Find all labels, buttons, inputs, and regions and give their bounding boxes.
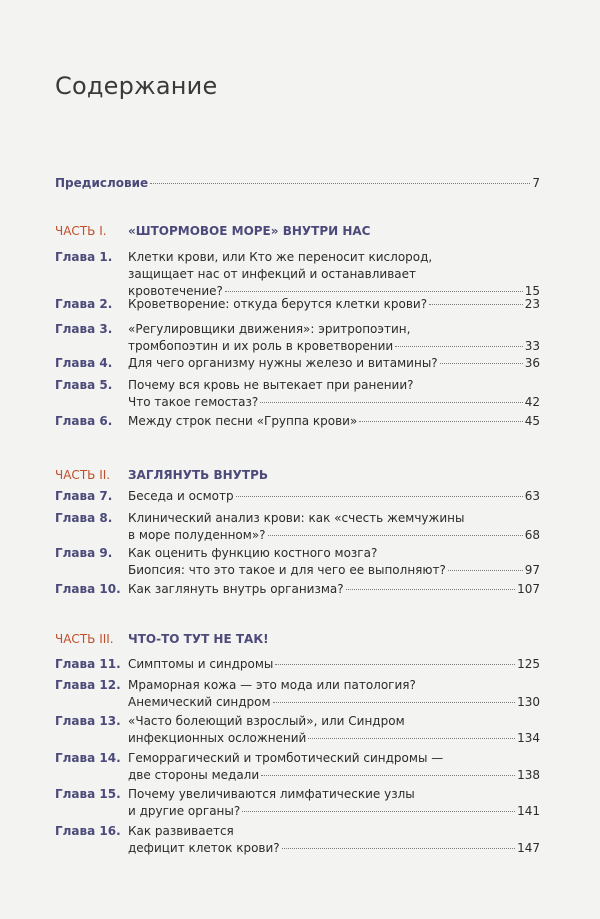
entry-body <box>128 249 540 300</box>
page-number: 63 <box>524 489 540 503</box>
entry-body <box>128 786 540 820</box>
entry-title: и другие органы? <box>128 804 241 818</box>
part-title: ЧТО-ТО ТУТ НЕ ТАК! <box>128 632 269 646</box>
page-number: 33 <box>524 339 540 353</box>
dot-leader <box>346 589 515 590</box>
entry-title: Анемический синдром <box>128 695 271 709</box>
chapter-label: Глава 10. <box>55 582 121 596</box>
chapter-label: Глава 12. <box>55 678 121 692</box>
entry-body <box>55 175 540 192</box>
page-number: 130 <box>517 695 540 709</box>
entry-title: Беседа и осмотр <box>128 489 234 503</box>
entry-title: две стороны медали <box>128 768 260 782</box>
chapter-label: Глава 5. <box>55 378 113 392</box>
entry-line <box>128 840 540 857</box>
page-number: 23 <box>524 297 540 311</box>
entry-line <box>128 730 540 747</box>
toc-entry[interactable] <box>55 249 540 300</box>
chapter-label: Глава 16. <box>55 824 121 838</box>
page-number: 134 <box>517 731 540 745</box>
page-number: 141 <box>517 804 540 818</box>
entry-body <box>128 677 540 711</box>
entry-body <box>128 823 540 857</box>
toc-entry[interactable] <box>55 545 540 579</box>
chapter-label: Глава 9. <box>55 546 113 560</box>
chapter-label: Глава 2. <box>55 297 113 311</box>
entry-line <box>128 377 540 394</box>
page-number: 15 <box>524 284 540 298</box>
entry-body <box>128 510 540 544</box>
entry-body <box>128 581 540 598</box>
toc-entry[interactable] <box>55 413 540 430</box>
entry-title: «Часто болеющий взрослый», или Синдром <box>128 714 405 728</box>
entry-body <box>128 750 540 784</box>
entry-title: инфекционных осложнений <box>128 731 307 745</box>
entry-line <box>128 488 540 505</box>
chapter-label: Глава 11. <box>55 657 121 671</box>
chapter-label: Глава 6. <box>55 414 113 428</box>
entry-title: Как развивается <box>128 824 234 838</box>
entry-title: Почему увеличиваются лимфатические узлы <box>128 787 415 801</box>
entry-title: Предисловие <box>55 176 149 190</box>
entry-body <box>128 377 540 411</box>
page-number: 68 <box>524 528 540 542</box>
entry-body <box>128 488 540 505</box>
chapter-label: Глава 7. <box>55 489 113 503</box>
page-title: Содержание <box>55 72 218 100</box>
entry-title: «Регулировщики движения»: эритропоэтин, <box>128 322 411 336</box>
entry-line <box>128 527 540 544</box>
entry-line <box>128 656 540 673</box>
entry-body <box>128 413 540 430</box>
dot-leader <box>282 848 515 849</box>
page-number: 107 <box>517 582 540 596</box>
dot-leader <box>261 775 515 776</box>
dot-leader <box>260 402 522 403</box>
entry-line <box>128 767 540 784</box>
toc-entry-preface[interactable] <box>55 175 540 192</box>
toc-entry[interactable] <box>55 296 540 313</box>
entry-line <box>128 266 540 283</box>
entry-line <box>128 694 540 711</box>
chapter-label: Глава 13. <box>55 714 121 728</box>
entry-title: Биопсия: что это такое и для чего ее выполняют? <box>128 563 446 577</box>
entry-title: защищает нас от инфекций и останавливает <box>128 267 416 281</box>
chapter-label: Глава 4. <box>55 356 113 370</box>
entry-body <box>128 355 540 372</box>
entry-title: тромбопоэтин и их роль в кроветворении <box>128 339 394 353</box>
entry-title: Клетки крови, или Кто же переносит кислород, <box>128 250 433 264</box>
entry-line <box>128 321 540 338</box>
entry-title: Что такое гемостаз? <box>128 395 259 409</box>
chapter-label: Глава 8. <box>55 511 113 525</box>
entry-line <box>128 562 540 579</box>
toc-entry[interactable] <box>55 823 540 857</box>
toc-entry[interactable] <box>55 656 540 673</box>
entry-line <box>128 713 540 730</box>
chapter-label: Глава 15. <box>55 787 121 801</box>
page-number: 138 <box>517 768 540 782</box>
entry-line <box>128 296 540 313</box>
chapter-label: Глава 3. <box>55 322 113 336</box>
toc-entry[interactable] <box>55 750 540 784</box>
dot-leader <box>429 304 523 305</box>
page-number: 125 <box>517 657 540 671</box>
dot-leader <box>268 535 523 536</box>
entry-title: Геморрагический и тромботический синдромы — <box>128 751 444 765</box>
page-number: 97 <box>524 563 540 577</box>
dot-leader <box>359 421 522 422</box>
part-heading <box>55 631 540 648</box>
entry-line <box>128 581 540 598</box>
toc-entry[interactable] <box>55 321 540 355</box>
part-heading <box>55 467 540 484</box>
dot-leader <box>273 702 516 703</box>
entry-line <box>128 750 540 767</box>
toc-entry[interactable] <box>55 488 540 505</box>
entry-title: Мраморная кожа — это мода или патология? <box>128 678 416 692</box>
entry-title: Как заглянуть внутрь организма? <box>128 582 344 596</box>
entry-line <box>128 677 540 694</box>
page-number: 42 <box>524 395 540 409</box>
entry-title: Клинический анализ крови: как «счесть жемчужины <box>128 511 465 525</box>
part-label: ЧАСТЬ I. <box>55 224 107 238</box>
toc-entry[interactable] <box>55 581 540 598</box>
page-number: 147 <box>517 841 540 855</box>
entry-line <box>128 249 540 266</box>
entry-body <box>128 321 540 355</box>
entry-body <box>128 545 540 579</box>
dot-leader <box>440 363 523 364</box>
dot-leader <box>308 738 515 739</box>
entry-title: Как оценить функцию костного мозга? <box>128 546 378 560</box>
entry-title: Для чего организму нужны железо и витамины? <box>128 356 438 370</box>
dot-leader <box>225 291 523 292</box>
dot-leader <box>236 496 523 497</box>
entry-line <box>128 413 540 430</box>
entry-title: Между строк песни «Группа крови» <box>128 414 358 428</box>
entry-line <box>128 355 540 372</box>
entry-line <box>128 803 540 820</box>
entry-body <box>128 296 540 313</box>
toc-entry[interactable] <box>55 377 540 411</box>
part-label: ЧАСТЬ II. <box>55 468 111 482</box>
toc-entry[interactable] <box>55 355 540 372</box>
entry-title: в море полуденном»? <box>128 528 266 542</box>
entry-line <box>128 545 540 562</box>
entry-title: дефицит клеток крови? <box>128 841 280 855</box>
toc-entry[interactable] <box>55 713 540 747</box>
dot-leader <box>275 664 515 665</box>
chapter-label: Глава 1. <box>55 250 113 264</box>
entry-body <box>128 656 540 673</box>
entry-title: Симптомы и синдромы <box>128 657 274 671</box>
toc-entry[interactable] <box>55 786 540 820</box>
entry-title: Почему вся кровь не вытекает при ранении? <box>128 378 414 392</box>
page-number: 36 <box>524 356 540 370</box>
part-title: «ШТОРМОВОЕ МОРЕ» ВНУТРИ НАС <box>128 224 371 238</box>
toc-entry[interactable] <box>55 677 540 711</box>
entry-title: Кроветворение: откуда берутся клетки крови? <box>128 297 428 311</box>
entry-line <box>55 175 540 192</box>
part-title: ЗАГЛЯНУТЬ ВНУТРЬ <box>128 468 269 482</box>
part-label: ЧАСТЬ III. <box>55 632 114 646</box>
entry-title: кровотечение? <box>128 284 223 298</box>
entry-line <box>128 786 540 803</box>
page-number: 7 <box>532 176 540 190</box>
dot-leader <box>395 346 523 347</box>
page-number: 45 <box>524 414 540 428</box>
part-heading <box>55 223 540 240</box>
entry-line <box>128 338 540 355</box>
chapter-label: Глава 14. <box>55 751 121 765</box>
entry-line <box>128 823 540 840</box>
toc-entry[interactable] <box>55 510 540 544</box>
entry-line <box>128 510 540 527</box>
entry-body <box>128 713 540 747</box>
entry-line <box>128 394 540 411</box>
dot-leader <box>448 570 523 571</box>
dot-leader <box>150 183 530 184</box>
dot-leader <box>242 811 515 812</box>
